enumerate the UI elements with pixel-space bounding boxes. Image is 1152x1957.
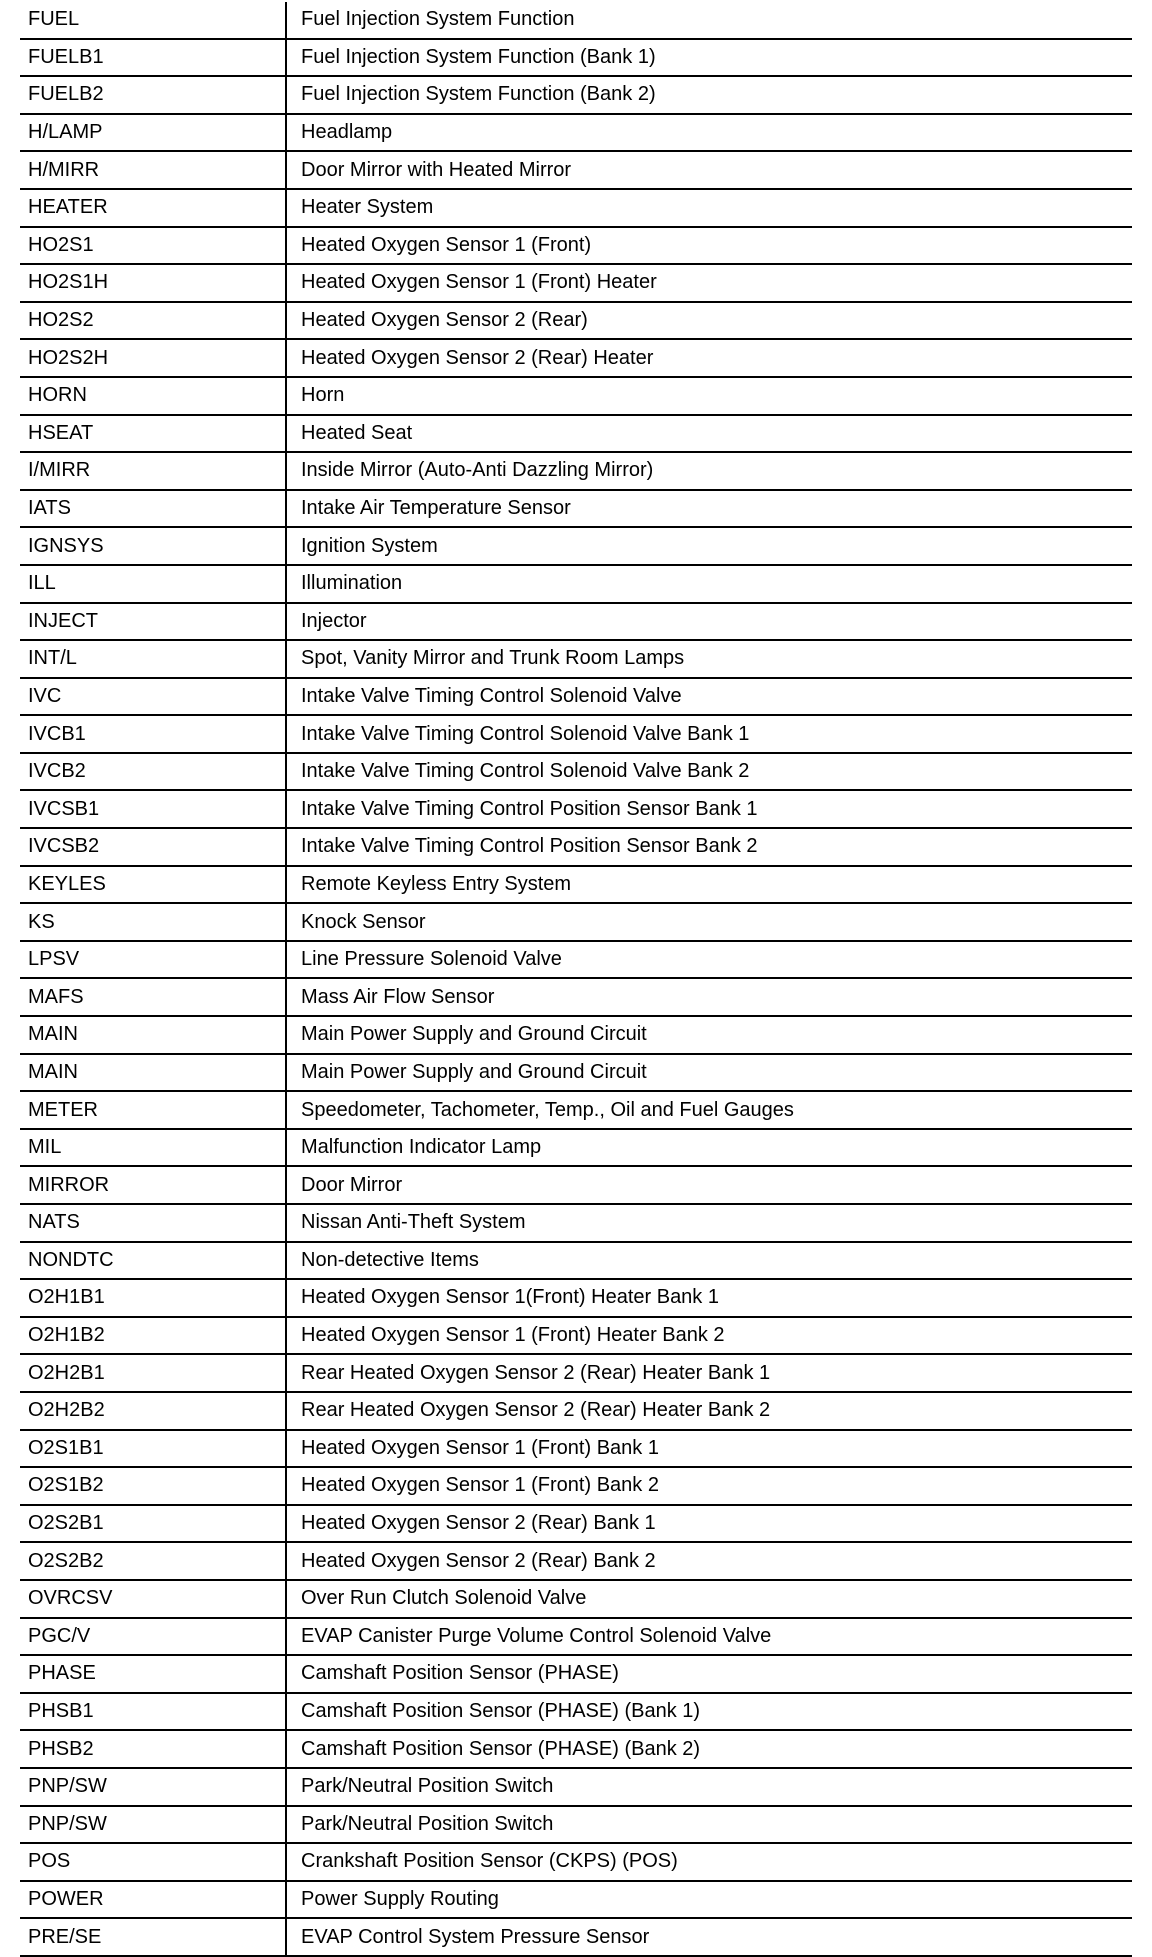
column-divider xyxy=(285,152,287,188)
table-row xyxy=(20,566,1132,604)
abbreviation-cell: POWER xyxy=(28,1887,104,1910)
description-cell: Intake Valve Timing Control Solenoid Valve Bank 2 xyxy=(301,760,750,783)
table-row xyxy=(20,378,1132,416)
abbreviation-cell: O2S1B1 xyxy=(28,1436,104,1459)
column-divider xyxy=(285,1318,287,1354)
abbreviation-cell: PHASE xyxy=(28,1662,96,1685)
description-cell: Camshaft Position Sensor (PHASE) (Bank 1) xyxy=(301,1700,701,1723)
column-divider xyxy=(285,228,287,264)
table-row xyxy=(20,867,1132,905)
table-row xyxy=(20,1092,1132,1130)
table-row xyxy=(20,1619,1132,1657)
column-divider xyxy=(285,1656,287,1692)
description-cell: Park/Neutral Position Switch xyxy=(301,1812,554,1835)
description-cell: Speedometer, Tachometer, Temp., Oil and Fuel Gauges xyxy=(301,1098,794,1121)
abbreviation-cell: IVC xyxy=(28,684,62,707)
column-divider xyxy=(285,1393,287,1429)
abbreviation-cell: O2S2B1 xyxy=(28,1512,104,1535)
abbreviation-cell: INJECT xyxy=(28,609,98,632)
abbreviation-cell: FUEL xyxy=(28,8,80,31)
column-divider xyxy=(285,829,287,865)
abbreviation-cell: O2H2B2 xyxy=(28,1399,105,1422)
table-row xyxy=(20,604,1132,642)
description-cell: Heated Seat xyxy=(301,421,413,444)
abbreviation-cell: LPSV xyxy=(28,948,80,971)
description-cell: Heated Oxygen Sensor 1 (Front) Heater Bank 2 xyxy=(301,1324,725,1347)
column-divider xyxy=(285,77,287,113)
column-divider xyxy=(285,1543,287,1579)
column-divider xyxy=(285,1731,287,1767)
table-row xyxy=(20,1130,1132,1168)
abbreviation-cell: OVRCSV xyxy=(28,1587,113,1610)
abbreviation-cell: HEATER xyxy=(28,196,108,219)
column-divider xyxy=(285,1506,287,1542)
description-cell: Intake Air Temperature Sensor xyxy=(301,497,571,520)
column-divider xyxy=(285,1769,287,1805)
abbreviation-cell: HSEAT xyxy=(28,421,94,444)
table-row xyxy=(20,77,1132,115)
abbreviation-cell: O2H1B1 xyxy=(28,1286,105,1309)
table-row xyxy=(20,115,1132,153)
table-row xyxy=(20,1280,1132,1318)
abbreviation-cell: MAFS xyxy=(28,985,84,1008)
column-divider xyxy=(285,1092,287,1128)
abbreviation-cell: POS xyxy=(28,1850,71,1873)
table-row xyxy=(20,679,1132,717)
column-divider xyxy=(285,904,287,940)
description-cell: Headlamp xyxy=(301,121,393,144)
table-row xyxy=(20,829,1132,867)
table-row xyxy=(20,1055,1132,1093)
description-cell: Intake Valve Timing Control Position Sensor Bank 1 xyxy=(301,797,758,820)
table-row xyxy=(20,1017,1132,1055)
table-row xyxy=(20,1205,1132,1243)
table-row xyxy=(20,303,1132,341)
column-divider xyxy=(285,716,287,752)
column-divider xyxy=(285,528,287,564)
column-divider xyxy=(285,1619,287,1655)
column-divider xyxy=(285,1882,287,1918)
abbreviation-cell: IVCB2 xyxy=(28,760,86,783)
table-row xyxy=(20,1694,1132,1732)
table-row xyxy=(20,491,1132,529)
description-cell: Camshaft Position Sensor (PHASE) xyxy=(301,1662,619,1685)
description-cell: Injector xyxy=(301,609,367,632)
description-cell: Heated Oxygen Sensor 2 (Rear) xyxy=(301,309,588,332)
description-cell: Illumination xyxy=(301,572,403,595)
column-divider xyxy=(285,1581,287,1617)
column-divider xyxy=(285,1807,287,1843)
description-cell: Heated Oxygen Sensor 2 (Rear) Heater xyxy=(301,346,654,369)
column-divider xyxy=(285,40,287,76)
description-cell: Crankshaft Position Sensor (CKPS) (POS) xyxy=(301,1850,678,1873)
abbreviation-cell: IATS xyxy=(28,497,71,520)
table-row xyxy=(20,1656,1132,1694)
description-cell: Non-detective Items xyxy=(301,1248,479,1271)
table-row xyxy=(20,1393,1132,1431)
description-cell: Heated Oxygen Sensor 1 (Front) xyxy=(301,233,592,256)
description-cell: Door Mirror with Heated Mirror xyxy=(301,158,572,181)
table-row xyxy=(20,1431,1132,1469)
abbreviation-cell: KS xyxy=(28,910,55,933)
description-cell: Mass Air Flow Sensor xyxy=(301,985,495,1008)
column-divider xyxy=(285,190,287,226)
abbreviation-cell: PNP/SW xyxy=(28,1812,107,1835)
description-cell: Intake Valve Timing Control Position Sensor Bank 2 xyxy=(301,835,758,858)
description-cell: Park/Neutral Position Switch xyxy=(301,1775,554,1798)
abbreviation-cell: O2S2B2 xyxy=(28,1549,104,1572)
abbreviation-cell: IVCSB2 xyxy=(28,835,100,858)
table-row xyxy=(20,1468,1132,1506)
column-divider xyxy=(285,2,287,38)
table-row xyxy=(20,1731,1132,1769)
column-divider xyxy=(285,1694,287,1730)
column-divider xyxy=(285,378,287,414)
abbreviation-cell: HO2S1H xyxy=(28,271,109,294)
description-cell: Inside Mirror (Auto-Anti Dazzling Mirror) xyxy=(301,459,654,482)
table-row xyxy=(20,1167,1132,1205)
column-divider xyxy=(285,1205,287,1241)
column-divider xyxy=(285,604,287,640)
abbreviation-cell: KEYLES xyxy=(28,872,106,895)
description-cell: Fuel Injection System Function xyxy=(301,8,575,31)
abbreviation-cell: MIL xyxy=(28,1136,62,1159)
description-cell: Heated Oxygen Sensor 2 (Rear) Bank 2 xyxy=(301,1549,656,1572)
column-divider xyxy=(285,1355,287,1391)
abbreviation-cell: PRE/SE xyxy=(28,1925,102,1948)
column-divider xyxy=(285,303,287,339)
description-cell: Spot, Vanity Mirror and Trunk Room Lamps xyxy=(301,647,685,670)
table-row xyxy=(20,904,1132,942)
abbreviation-cell: IVCB1 xyxy=(28,722,86,745)
column-divider xyxy=(285,791,287,827)
column-divider xyxy=(285,641,287,677)
column-divider xyxy=(285,566,287,602)
description-cell: Fuel Injection System Function (Bank 1) xyxy=(301,45,656,68)
description-cell: Camshaft Position Sensor (PHASE) (Bank 2) xyxy=(301,1737,701,1760)
column-divider xyxy=(285,979,287,1015)
table-row xyxy=(20,416,1132,454)
abbreviation-cell: NONDTC xyxy=(28,1248,114,1271)
abbreviation-cell: NATS xyxy=(28,1211,80,1234)
column-divider xyxy=(285,453,287,489)
table-row xyxy=(20,1355,1132,1393)
column-divider xyxy=(285,115,287,151)
description-cell: Ignition System xyxy=(301,534,438,557)
table-row xyxy=(20,265,1132,303)
abbreviation-cell: HO2S2H xyxy=(28,346,109,369)
abbreviation-cell: ILL xyxy=(28,572,56,595)
column-divider xyxy=(285,867,287,903)
description-cell: Main Power Supply and Ground Circuit xyxy=(301,1060,647,1083)
column-divider xyxy=(285,679,287,715)
table-row xyxy=(20,453,1132,491)
description-cell: Heater System xyxy=(301,196,434,219)
description-cell: Intake Valve Timing Control Solenoid Valve xyxy=(301,684,682,707)
table-row xyxy=(20,340,1132,378)
description-cell: Knock Sensor xyxy=(301,910,426,933)
table-row xyxy=(20,754,1132,792)
column-divider xyxy=(285,1844,287,1880)
column-divider xyxy=(285,1167,287,1203)
abbreviation-table xyxy=(20,2,1132,1957)
description-cell: Rear Heated Oxygen Sensor 2 (Rear) Heater Bank 1 xyxy=(301,1361,771,1384)
abbreviation-cell: PNP/SW xyxy=(28,1775,107,1798)
abbreviation-cell: MAIN xyxy=(28,1060,78,1083)
table-row xyxy=(20,190,1132,228)
column-divider xyxy=(285,340,287,376)
abbreviation-cell: HO2S2 xyxy=(28,309,94,332)
abbreviation-cell: FUELB2 xyxy=(28,83,104,106)
description-cell: Malfunction Indicator Lamp xyxy=(301,1136,542,1159)
table-row xyxy=(20,1919,1132,1957)
abbreviation-cell: IVCSB1 xyxy=(28,797,100,820)
abbreviation-cell: I/MIRR xyxy=(28,459,91,482)
table-row xyxy=(20,1769,1132,1807)
column-divider xyxy=(285,1055,287,1091)
description-cell: Door Mirror xyxy=(301,1173,403,1196)
table-row xyxy=(20,40,1132,78)
column-divider xyxy=(285,265,287,301)
column-divider xyxy=(285,1017,287,1053)
table-row xyxy=(20,791,1132,829)
abbreviation-cell: MAIN xyxy=(28,1023,78,1046)
abbreviation-cell: INT/L xyxy=(28,647,77,670)
description-cell: Heated Oxygen Sensor 2 (Rear) Bank 1 xyxy=(301,1512,656,1535)
column-divider xyxy=(285,1280,287,1316)
abbreviation-cell: O2H1B2 xyxy=(28,1324,105,1347)
table-row xyxy=(20,1882,1132,1920)
description-cell: Nissan Anti-Theft System xyxy=(301,1211,526,1234)
description-cell: Power Supply Routing xyxy=(301,1887,499,1910)
description-cell: Intake Valve Timing Control Solenoid Valve Bank 1 xyxy=(301,722,750,745)
description-cell: EVAP Canister Purge Volume Control Solenoid Valve xyxy=(301,1624,772,1647)
column-divider xyxy=(285,491,287,527)
table-row xyxy=(20,1318,1132,1356)
table-row xyxy=(20,528,1132,566)
column-divider xyxy=(285,1130,287,1166)
description-cell: Rear Heated Oxygen Sensor 2 (Rear) Heater Bank 2 xyxy=(301,1399,771,1422)
abbreviation-cell: O2S1B2 xyxy=(28,1474,104,1497)
abbreviation-cell: FUELB1 xyxy=(28,45,104,68)
table-row xyxy=(20,1581,1132,1619)
description-cell: Horn xyxy=(301,384,345,407)
table-row xyxy=(20,716,1132,754)
table-row xyxy=(20,979,1132,1017)
table-row xyxy=(20,2,1132,40)
description-cell: EVAP Control System Pressure Sensor xyxy=(301,1925,650,1948)
column-divider xyxy=(285,1431,287,1467)
column-divider xyxy=(285,1468,287,1504)
abbreviation-cell: H/LAMP xyxy=(28,121,103,144)
column-divider xyxy=(285,942,287,978)
description-cell: Fuel Injection System Function (Bank 2) xyxy=(301,83,656,106)
abbreviation-cell: IGNSYS xyxy=(28,534,104,557)
table-row xyxy=(20,1506,1132,1544)
description-cell: Heated Oxygen Sensor 1 (Front) Heater xyxy=(301,271,657,294)
column-divider xyxy=(285,1919,287,1955)
column-divider xyxy=(285,416,287,452)
column-divider xyxy=(285,754,287,790)
abbreviation-cell: PGC/V xyxy=(28,1624,91,1647)
abbreviation-cell: MIRROR xyxy=(28,1173,110,1196)
description-cell: Heated Oxygen Sensor 1 (Front) Bank 2 xyxy=(301,1474,659,1497)
abbreviation-cell: O2H2B1 xyxy=(28,1361,105,1384)
table-row xyxy=(20,228,1132,266)
abbreviation-cell: PHSB2 xyxy=(28,1737,94,1760)
description-cell: Line Pressure Solenoid Valve xyxy=(301,948,562,971)
table-row xyxy=(20,942,1132,980)
table-row xyxy=(20,1844,1132,1882)
abbreviation-cell: H/MIRR xyxy=(28,158,100,181)
abbreviation-cell: HORN xyxy=(28,384,87,407)
description-cell: Heated Oxygen Sensor 1(Front) Heater Bank 1 xyxy=(301,1286,719,1309)
table-row xyxy=(20,152,1132,190)
table-row xyxy=(20,1543,1132,1581)
abbreviation-cell: PHSB1 xyxy=(28,1700,94,1723)
description-cell: Remote Keyless Entry System xyxy=(301,872,572,895)
table-row xyxy=(20,1807,1132,1845)
table-row xyxy=(20,641,1132,679)
description-cell: Heated Oxygen Sensor 1 (Front) Bank 1 xyxy=(301,1436,659,1459)
abbreviation-cell: HO2S1 xyxy=(28,233,94,256)
table-row xyxy=(20,1243,1132,1281)
description-cell: Over Run Clutch Solenoid Valve xyxy=(301,1587,587,1610)
description-cell: Main Power Supply and Ground Circuit xyxy=(301,1023,647,1046)
column-divider xyxy=(285,1243,287,1279)
abbreviation-cell: METER xyxy=(28,1098,98,1121)
